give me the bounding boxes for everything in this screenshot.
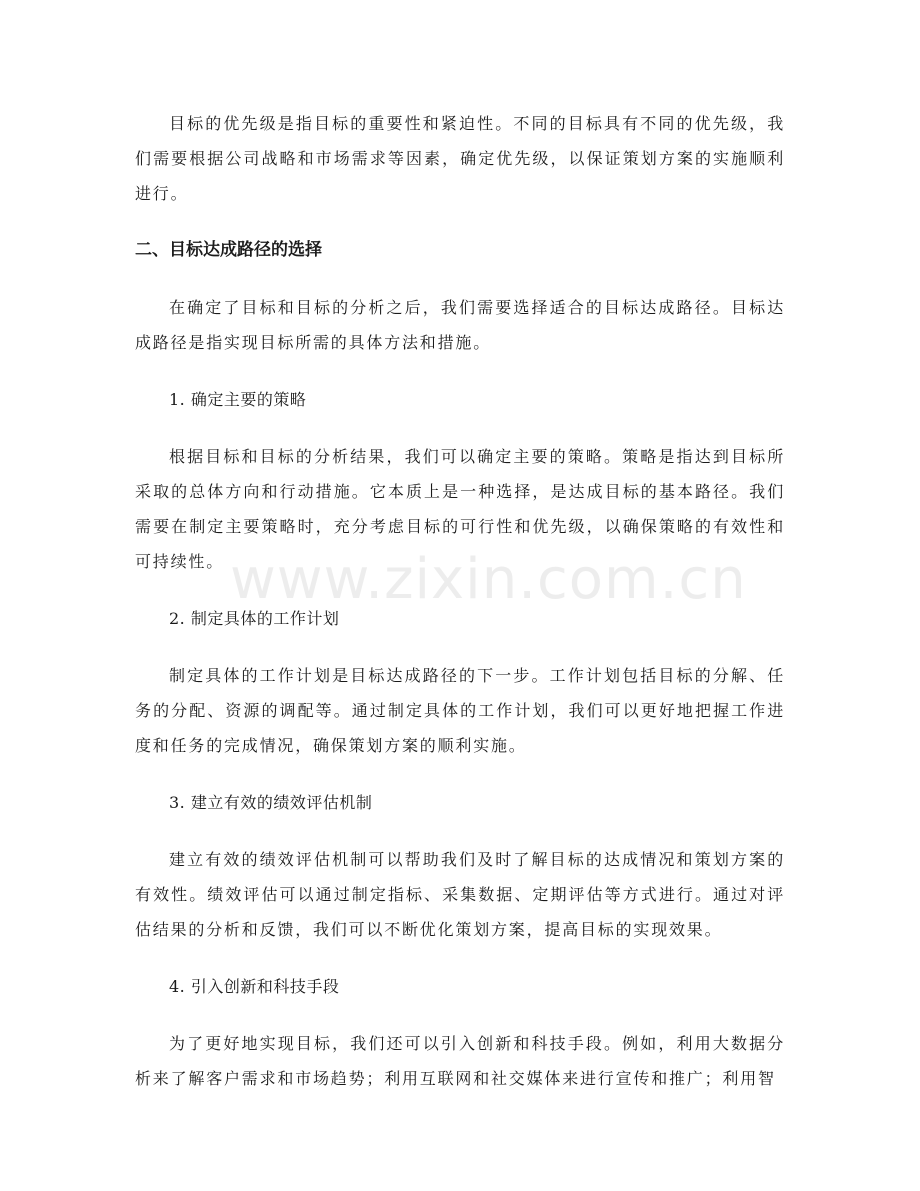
document-content [135,106,785,1118]
item-body-3: 建立有效的绩效评估机制可以帮助我们及时了解目标的达成情况和策划方案的有效性。绩效评估可以通过制定指标、采集数据、定期评估等方式进行。通过对评估结果的分析和反馈，我们可以不断优化策划方案，提高目标的实现效果。 [135,850,785,939]
section-intro-paragraph: 在确定了目标和目标的分析之后，我们需要选择适合的目标达成路径。目标达成路径是指实现目标所需的具体方法和措施。 [135,298,785,352]
item-heading-4: 4. 引入创新和科技手段 [169,977,340,996]
item-heading-1: 1. 确定主要的策略 [169,390,307,409]
intro-paragraph: 目标的优先级是指目标的重要性和紧迫性。不同的目标具有不同的优先级，我们需要根据公司战略和市场需求等因素，确定优先级，以保证策划方案的实施顺利进行。 [135,114,785,203]
item-body-2: 制定具体的工作计划是目标达成路径的下一步。工作计划包括目标的分解、任务的分配、资源的调配等。通过制定具体的工作计划，我们可以更好地把握工作进度和任务的完成情况，确保策划方案的顺利实施。 [135,666,785,755]
item-body-4: 为了更好地实现目标，我们还可以引入创新和科技手段。例如，利用大数据分析来了解客户需求和市场趋势；利用互联网和社交媒体来进行宣传和推广；利用智 [135,1034,785,1088]
section-heading: 二、目标达成路径的选择 [135,240,322,260]
item-heading-2: 2. 制定具体的工作计划 [169,609,340,628]
item-heading-3: 3. 建立有效的绩效评估机制 [169,793,373,812]
item-body-1: 根据目标和目标的分析结果，我们可以确定主要的策略。策略是指达到目标所采取的总体方向和行动措施。它本质上是一种选择，是达成目标的基本路径。我们需要在制定主要策略时，充分考虑目标的可行性和优先级，以确保策略的有效性和可持续性。 [135,447,785,571]
watermark-text: www.zixin.com.cn [230,547,747,612]
